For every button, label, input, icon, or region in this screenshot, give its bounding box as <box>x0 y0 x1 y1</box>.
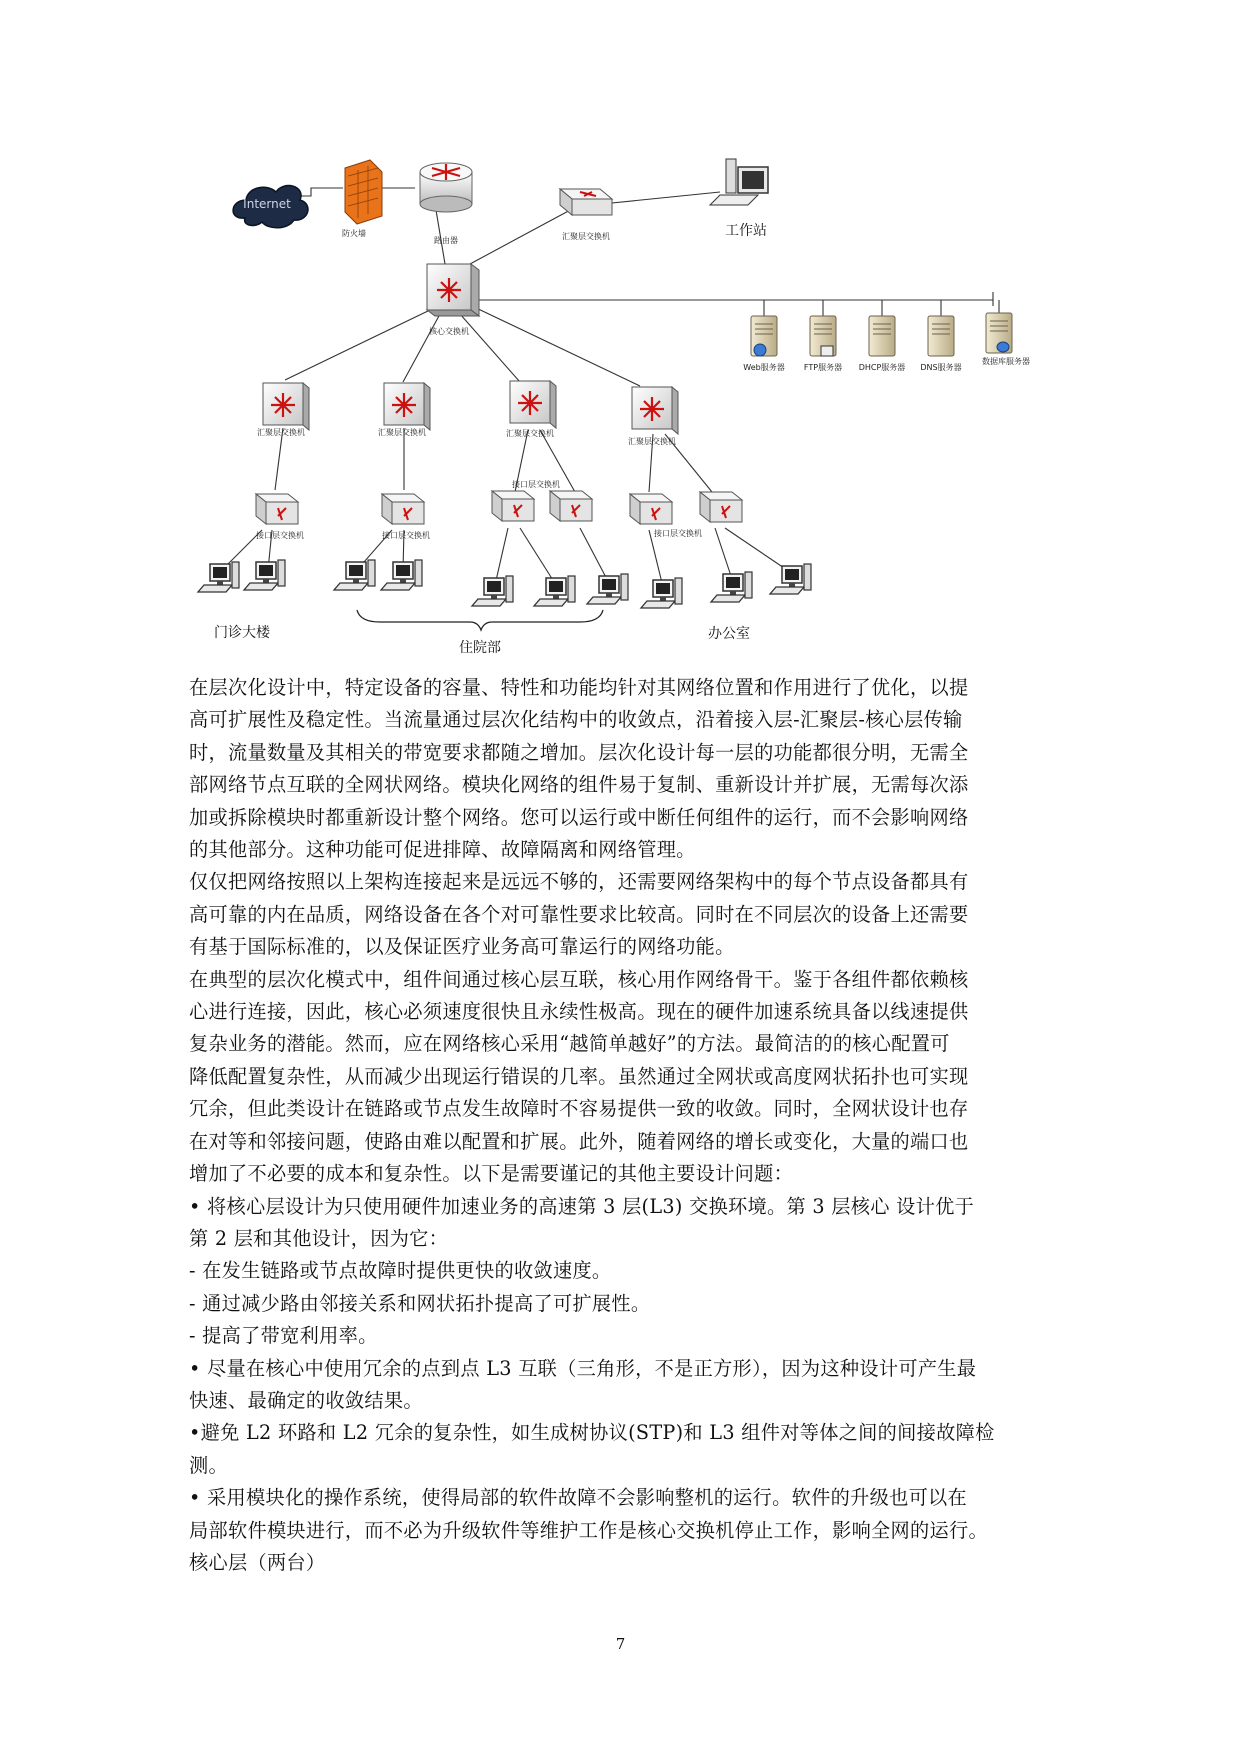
text-line: 心进行连接，因此，核心必须速度很快且永续性极高。现在的硬件加速系统具备以线速提供 <box>189 1000 969 1024</box>
group-label-office: 办公室 <box>708 626 750 642</box>
agg-switch-top-icon <box>560 189 612 241</box>
firewall-icon <box>342 160 382 238</box>
text-line: 部网络节点互联的全网状网络。模块化网络的组件易于复制、重新设计并扩展，无需每次添 <box>189 773 969 797</box>
text-line: 复杂业务的潜能。然而，应在网络核心采用“越简单越好”的方法。最简洁的的核心配置可 <box>189 1032 950 1056</box>
text-line: - 提高了带宽利用率。 <box>189 1324 378 1348</box>
text-line: 增加了不必要的成本和复杂性。以下是需要谨记的其他主要设计问题： <box>189 1162 794 1186</box>
text-line: 在典型的层次化模式中，组件间通过核心层互联，核心用作网络骨干。鉴于各组件都依赖核 <box>189 967 969 991</box>
text-line: 有基于国际标准的，以及保证医疗业务高可靠运行的网络功能。 <box>189 935 735 959</box>
body-text <box>189 672 1069 1579</box>
agg-switch-2-icon <box>378 383 430 437</box>
text-line: 时，流量数量及其相关的带宽要求都随之增加。层次化设计每一层的功能都很分明，无需全 <box>189 740 969 764</box>
agg-switch-1-label: 汇聚层交换机 <box>257 428 305 437</box>
access-switch-4b-icon <box>700 492 742 522</box>
page-number: 7 <box>615 1635 626 1653</box>
access-switch-2-icon <box>382 494 430 540</box>
agg-switch-4-icon <box>628 387 678 446</box>
agg-switch-top-label: 汇聚层交换机 <box>562 232 610 241</box>
pc-icon <box>534 576 575 606</box>
server-ftp-label: FTP服务器 <box>803 363 843 372</box>
server-dns-label: DNS服务器 <box>920 363 962 372</box>
group-label-outpatient: 门诊大楼 <box>214 625 270 641</box>
text-line: 测。 <box>189 1453 228 1477</box>
internet-cloud-icon <box>233 186 308 228</box>
router-label: 路由器 <box>434 236 458 245</box>
router-icon <box>420 163 472 245</box>
text-line: 降低配置复杂性，从而减少出现运行错误的几率。虽然通过全网状或高度网状拓扑也可实现 <box>189 1064 969 1088</box>
text-line: 的其他部分。这种功能可促进排障、故障隔离和网络管理。 <box>189 838 696 862</box>
text-line: 第 2 层和其他设计，因为它： <box>189 1226 449 1250</box>
text-line: 高可靠的内在品质，网络设备在各个对可靠性要求比较高。同时在不同层次的设备上还需要 <box>189 902 969 926</box>
text-line: 核心层（两台） <box>189 1550 326 1574</box>
pc-icon <box>472 576 513 606</box>
text-line: • 尽量在核心中使用冗余的点到点 L3 互联（三角形，不是正方形），因为这种设计可产生最 <box>189 1356 977 1380</box>
text-line: •避免 L2 环路和 L2 冗余的复杂性，如生成树协议(STP)和 L3 组件对等体之间的间接故障检 <box>189 1421 995 1445</box>
pc-icon <box>711 572 752 602</box>
pc-icon <box>587 574 628 604</box>
text-line: 快速、最确定的收敛结果。 <box>189 1388 423 1412</box>
diagram-links <box>222 188 999 587</box>
pc-icon <box>244 560 285 590</box>
access-switch-4a-icon <box>630 494 702 538</box>
server-dns-icon <box>928 316 954 356</box>
pc-icon <box>334 560 375 590</box>
access-switch-1-label: 接口层交换机 <box>256 531 304 540</box>
pc-icon <box>641 578 682 608</box>
server-database-icon <box>986 313 1012 353</box>
access-switch-2-label: 接口层交换机 <box>382 531 430 540</box>
text-line: 冗余，但此类设计在链路或节点发生故障时不容易提供一致的收敛。同时，全网状设计也存 <box>189 1097 969 1121</box>
text-line: • 采用模块化的操作系统，使得局部的软件故障不会影响整机的运行。软件的升级也可以在 <box>189 1486 968 1510</box>
internet-label: Internet <box>243 197 291 211</box>
agg-switch-2-label: 汇聚层交换机 <box>378 428 426 437</box>
agg-switch-3-label: 汇聚层交换机 <box>506 429 554 438</box>
text-line: 在对等和邻接问题，使路由难以配置和扩展。此外，随着网络的增长或变化，大量的端口也 <box>189 1129 969 1153</box>
server-dhcp-label: DHCP服务器 <box>858 363 906 372</box>
pc-icon <box>381 560 422 590</box>
workstation-icon <box>710 159 768 239</box>
network-topology-diagram <box>0 0 1241 670</box>
access-switch-4-label: 接口层交换机 <box>654 529 702 538</box>
text-line: 高可扩展性及稳定性。当流量通过层次化结构中的收敛点，沿着接入层-汇聚层-核心层传输 <box>189 708 963 732</box>
text-line: - 通过减少路由邻接关系和网状拓扑提高了可扩展性。 <box>189 1291 651 1315</box>
agg-switch-1-icon <box>257 383 309 437</box>
core-switch-label: 核心交换机 <box>429 327 469 336</box>
pc-icon <box>770 564 811 594</box>
firewall-label: 防火墙 <box>342 229 366 238</box>
agg-switch-3-icon <box>506 381 556 438</box>
server-dhcp-icon <box>869 316 895 356</box>
access-switch-3b-icon <box>550 491 592 521</box>
text-line: - 在发生链路或节点故障时提供更快的收敛速度。 <box>189 1259 612 1283</box>
group-label-inpatient: 住院部 <box>459 640 501 656</box>
pc-icon <box>198 562 239 592</box>
server-ftp-icon <box>810 316 836 356</box>
text-line: 加或拆除模块时都重新设计整个网络。您可以运行或中断任何组件的运行，而不会影响网络 <box>189 805 969 829</box>
core-switch-icon <box>427 264 479 336</box>
text-line: 在层次化设计中，特定设备的容量、特性和功能均针对其网络位置和作用进行了优化，以提 <box>189 676 969 699</box>
agg-switch-4-label: 汇聚层交换机 <box>628 437 676 446</box>
server-database-label: 数据库服务器 <box>982 357 1030 366</box>
server-web-icon <box>751 316 777 356</box>
text-line: • 将核心层设计为只使用硬件加速业务的高速第 3 层(L3) 交换环境。第 3 层核心 设计优于 <box>189 1194 975 1218</box>
server-web-label: Web服务器 <box>743 363 785 372</box>
access-switch-3-label: 接口层交换机 <box>512 480 560 489</box>
text-line: 仅仅把网络按照以上架构连接起来是远远不够的，还需要网络架构中的每个节点设备都具有 <box>189 870 969 894</box>
inpatient-brace <box>357 610 603 630</box>
workstation-label: 工作站 <box>725 223 767 239</box>
text-line: 局部软件模块进行，而不必为升级软件等维护工作是核心交换机停止工作，影响全网的运行。 <box>189 1518 988 1542</box>
access-switch-1-icon <box>256 494 304 540</box>
